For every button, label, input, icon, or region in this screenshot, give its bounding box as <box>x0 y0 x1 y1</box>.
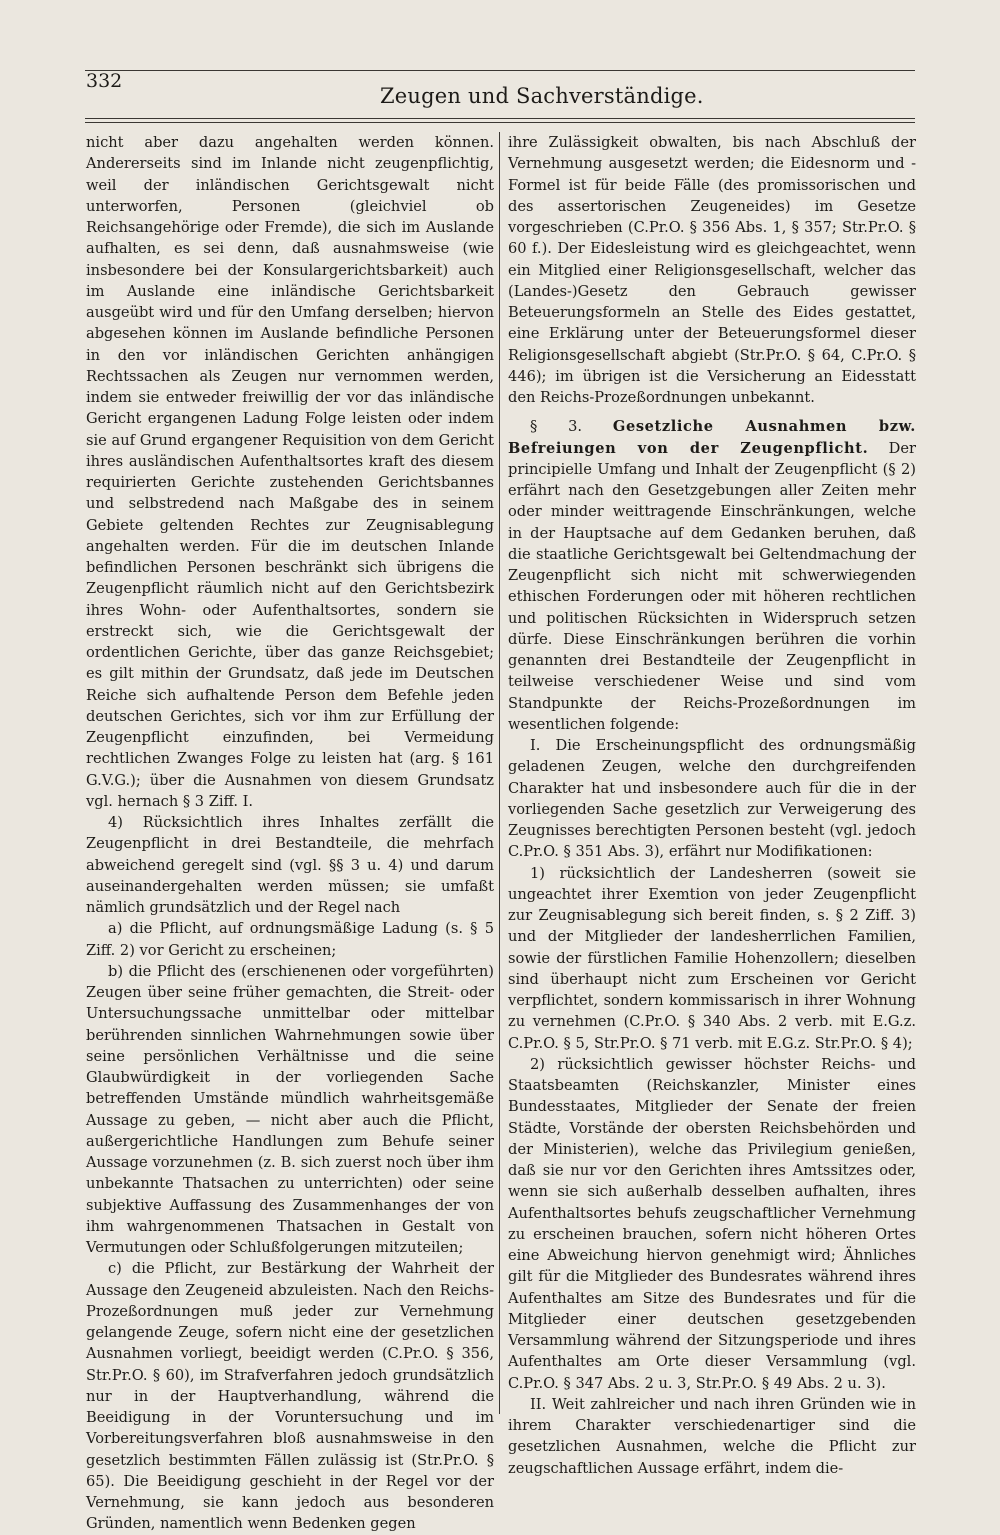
right-paragraph-1: I. Die Erscheinungspflicht des ordnungsmäßig geladenen Zeugen, welche den durchgreifenden Charakter hat und insbesondere auch für die in der vorliegenden Sache gesetzlich zur Verweigerung des Zeugnisses berechtigten Personen besteht (vgl. jedoch C.Pr.O. § 351 Abs. 3), erfährt nur Modifikationen: <box>508 737 916 861</box>
right-paragraph-2: 1) rücksichtlich der Landesherren (soweit sie ungeachtet ihrer Exemtion von jeder Zeugenpflicht zur Zeugnisablegung sich bereit finden, s. § 2 Ziff. 3) und der Mitglieder der landesherrlichen Familien, sowie der fürstlichen Familie Hohenzollern; dieselben sind überhaupt nicht zum Erscheinen vor Gericht verpflichtet, sondern kommissarisch in ihrer Wohnung zu vernehmen (C.Pr.O. § 340 Abs. 2 verb. mit E.G.z. C.Pr.O. § 5, Str.Pr.O. § 71 verb. mit E.G.z. Str.Pr.O. § 4); <box>508 864 916 1052</box>
left-paragraph-3: a) die Pflicht, auf ordnungsmäßige Ladung (s. § 5 Ziff. 2) vor Gericht zu erscheinen; <box>86 920 494 959</box>
page-number: 332 <box>86 70 123 92</box>
right-paragraph-3: 2) rücksichtlich gewisser höchster Reichs- und Staatsbeamten (Reichskanzler, Minister eines Bundesstaates, Mitglieder der Senate der freien Städte, Vorstände der obersten Reichsbehörden und der Ministerien), welche das Privilegium genießen, daß sie nur vor den Gerichten ihres Amtssitzes oder, wenn sie sich außerhalb desselben aufhalten, ihres Aufenthaltsortes behufs zeugschaftlicher Vernehmung zu erscheinen brauchen, sofern nicht höheren Ortes eine Abweichung hiervon genehmigt wird; Ähnliches gilt für die Mitglieder des Bundesrates während ihres Aufenthaltes am Sitze des Bundesrates und für die Mitglieder einer deutschen gesetzgebenden Versammlung während der Sitzungsperiode und ihres Aufenthaltes am Orte dieser Versammlung (vgl. C.Pr.O. § 347 Abs. 2 u. 3, Str.Pr.O. § 49 Abs. 2 u. 3). <box>508 1055 916 1392</box>
header-rule-upper <box>85 118 915 119</box>
left-paragraph-2: 4) Rücksichtlich ihres Inhaltes zerfällt die Zeugenpflicht in drei Bestandteile, die mehrfach abweichend geregelt sind (vgl. §§ 3 u. 4) und darum auseinandergehalten werden müssen; sie umfaßt nämlich grundsätzlich und der Regel nach <box>86 814 494 916</box>
left-paragraph-4: b) die Pflicht des (erschienenen oder vorgeführten) Zeugen über seine früher gemachten, die Streit- oder Untersuchungssache unmittelbar oder mittelbar berührenden sinnlichen Wahrnehmungen sowie über seine persönlichen Verhältnisse und die seine Glaubwürdigkeit in der vorliegenden Sache betreffenden Umstände mündlich wahrheitsgemäße Aussage zu geben, — nicht aber auch die Pflicht, außergerichtliche Handlungen zum Behufe seiner Aussage vorzunehmen (z. B. sich zuerst noch über ihm unbekannte Thatsachen zu unterrichten) oder seine subjektive Auffassung des Zusammenhanges der von ihm wahrgenommenen Thatsachen in Gestalt von Vermutungen oder Schlußfolgerungen mitzuteilen; <box>86 962 494 1256</box>
section-text: Der principielle Umfang und Inhalt der Zeugenpflicht (§ 2) erfährt nach den Gesetzgebungen aller Zeiten mehr oder minder weittragende Einschränkungen, welche in der Hauptsache auf dem Gedanken beruhen, daß die staatliche Gerichtsgewalt bei Geltendmachung der Zeugenpflicht sich nicht mit schwerwiegenden ethischen Forderungen oder mit höheren rechtlichen und politischen Rücksichten in Widerspruch setzen dürfe. Diese Einschränkungen berühren die vorhin genannten drei Bestandteile der Zeugenpflicht in teilweise verschiedener Weise und sind vom Standpunkte der Reichs-Prozeßordnungen im wesentlichen folgende: <box>508 439 916 733</box>
section-3 <box>508 416 916 735</box>
column-divider <box>499 132 500 1414</box>
left-paragraph-5: c) die Pflicht, zur Bestärkung der Wahrheit der Aussage den Zeugeneid abzuleisten. Nach den Reichs-Prozeßordnungen muß jeder zur Vernehmung gelangende Zeuge, sofern nicht eine der gesetzlichen Ausnahmen vorliegt, beeidigt werden (C.Pr.O. § 356, Str.Pr.O. § 60), im Strafverfahren jedoch grundsätzlich nur in der Hauptverhandlung, während die Beeidigung in der Voruntersuchung und im Vorbereitungsverfahren bloß ausnahmsweise in den gesetzlich bestimmten Fällen zulässig ist (Str.Pr.O. § 65). Die Beeidigung geschieht in der Regel vor der Vernehmung, sie kann jedoch aus besonderen Gründen, namentlich wenn Bedenken gegen <box>86 1260 494 1533</box>
left-paragraph-1: nicht aber dazu angehalten werden können. Andererseits sind im Inlande nicht zeugenpflichtig, weil der inländischen Gerichtsgewalt nicht unterworfen, Personen (gleichviel ob Reichsangehörige oder Fremde), die sich im Auslande aufhalten, es sei denn, daß ausnahmsweise (wie insbesondere bei der Konsulargerichtsbarkeit) auch im Auslande eine inländische Gerichtsbarkeit ausgeübt wird und für den Umfang derselben; hiervon abgesehen können im Auslande befindliche Personen in den vor inländischen Gerichten anhängigen Rechtssachen als Zeugen nur vernommen werden, indem sie entweder freiwillig der vor das inländische Gericht ergangenen Ladung Folge leisten oder indem sie auf Grund ergangener Requisition von dem Gericht ihres ausländischen Aufenthaltsortes kraft des diesem requirierten Gerichte zustehenden Gerichtsbannes und selbstredend nach Maßgabe des in seinem Gebiete geltenden Rechtes zur Zeugnisablegung angehalten werden. Für die im deutschen Inlande befindlichen Personen beschränkt sich übrigens die Zeugenpflicht räumlich nicht auf den Gerichtsbezirk ihres Wohn- oder Aufenthaltsortes, sondern sie erstreckt sich, wie die Gerichtsgewalt der ordentlichen Gerichte, über das ganze Reichsgebiet; es gilt mithin der Grundsatz, daß jede im Deutschen Reiche sich aufhaltende Person dem Befehle jeden deutschen Gerichtes, sich vor ihm zur Erfüllung der Zeugenpflicht einzufinden, bei Vermeidung rechtlichen Zwanges Folge zu leisten hat (arg. § 161 G.V.G.); über die Ausnahmen von diesem Grundsatz vgl. hernach § 3 Ziff. I. <box>86 134 494 810</box>
running-title: Zeugen und Sachverständige. <box>380 84 704 108</box>
header-rule-lower <box>85 122 915 123</box>
header-top-rule <box>85 70 915 71</box>
right-column <box>508 132 916 1477</box>
section-number: § 3. <box>530 418 583 436</box>
right-paragraph-4: II. Weit zahlreicher und nach ihren Gründen wie in ihrem Charakter verschiedenartiger sind die gesetzlichen Ausnahmen, welche die Pflicht zur zeugschaftlichen Aussage erfährt, indem die- <box>508 1395 916 1477</box>
section-title: Gesetzliche Ausnahmen bzw. Befreiungen von der Zeugenpflicht. <box>508 418 916 457</box>
left-column <box>86 132 494 1533</box>
right-intro-paragraph: ihre Zulässigkeit obwalten, bis nach Abschluß der Vernehmung ausgesetzt werden; die Eidesnorm und -Formel ist für beide Fälle (des promissorischen und des assertorischen Zeugeneides) im Gesetze vorgeschrieben (C.Pr.O. § 356 Abs. 1, § 357; Str.Pr.O. § 60 f.). Der Eidesleistung wird es gleichgeachtet, wenn ein Mitglied einer Religionsgesellschaft, welcher das (Landes-)Gesetz den Gebrauch gewisser Beteuerungsformeln an Stelle des Eides gestattet, eine Erklärung unter der Beteuerungsformel dieser Religionsgesellschaft abgiebt (Str.Pr.O. § 64, C.Pr.O. § 446); im übrigen ist die Versicherung an Eidesstatt den Reichs-Prozeßordnungen unbekannt. <box>508 134 916 406</box>
